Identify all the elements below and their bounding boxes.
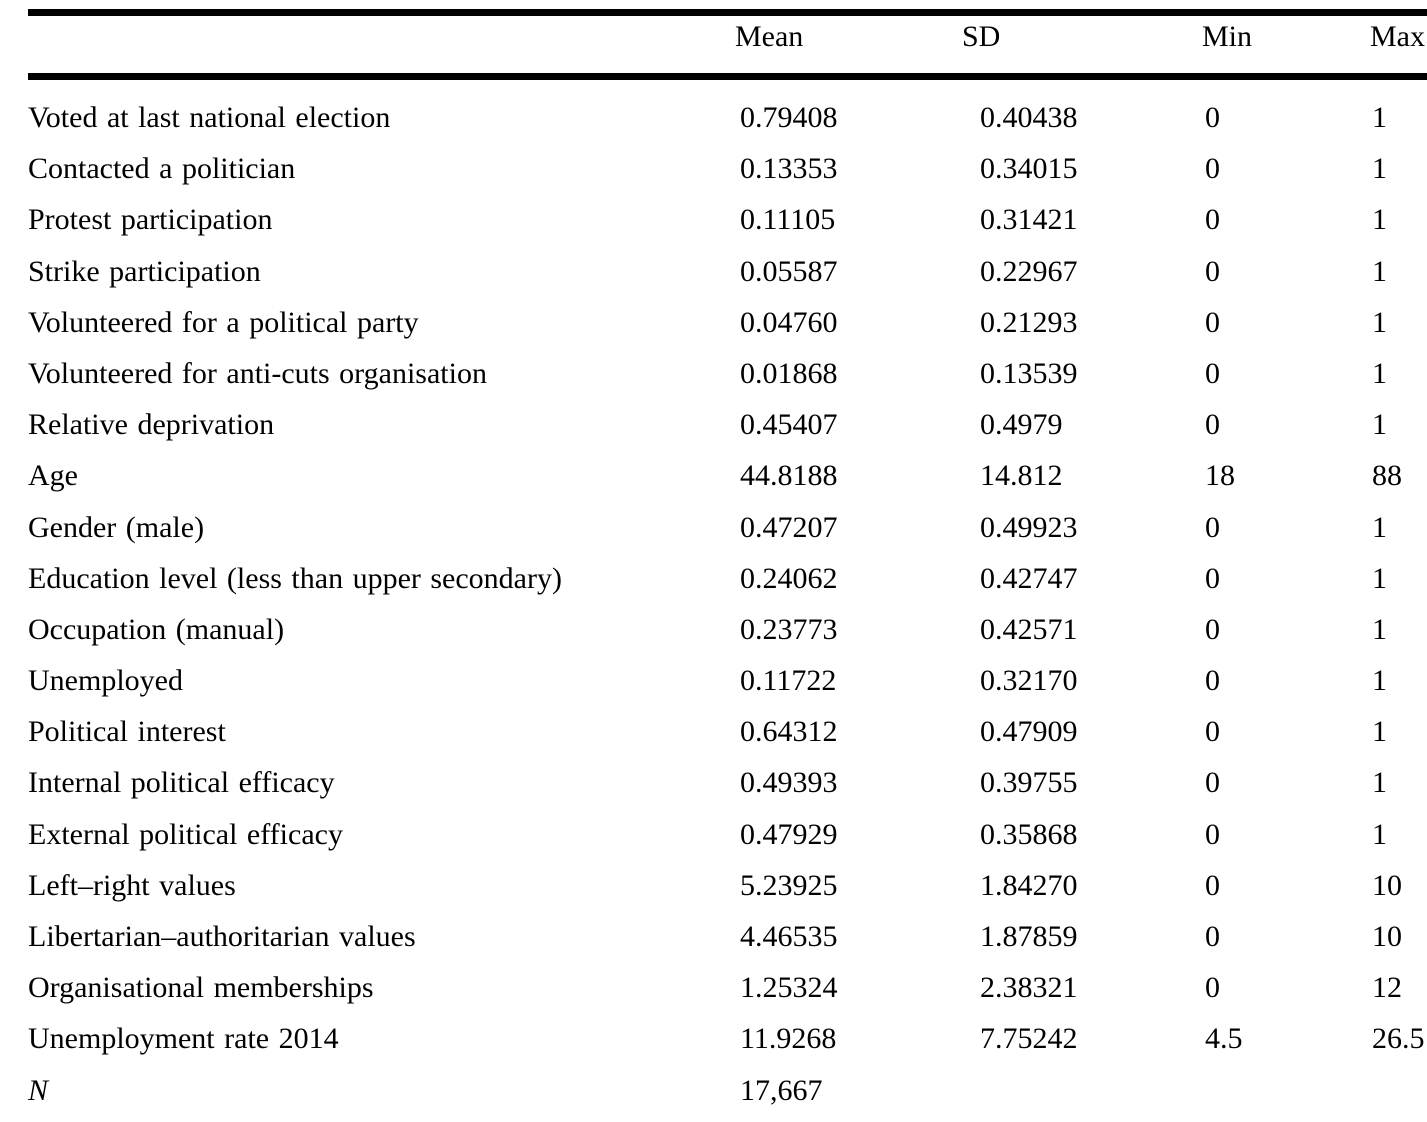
cell-mean: 44.8188 xyxy=(740,459,838,493)
row-label: Relative deprivation xyxy=(28,408,275,442)
column-header-min: Min xyxy=(1202,20,1253,53)
row-label: Internal political efficacy xyxy=(28,766,335,800)
row-label: Political interest xyxy=(28,715,226,749)
table-row xyxy=(0,450,1427,501)
table-row xyxy=(0,297,1427,348)
cell-min: 4.5 xyxy=(1205,1022,1243,1056)
cell-mean: 4.46535 xyxy=(740,920,838,953)
cell-min: 0 xyxy=(1205,817,1220,851)
row-label: Libertarian–authoritarian values xyxy=(28,920,416,953)
table-row xyxy=(0,348,1427,399)
row-label: Protest participation xyxy=(28,203,273,237)
table-body xyxy=(0,92,1427,1116)
table-header-rule xyxy=(28,73,1427,80)
cell-min: 0 xyxy=(1205,664,1220,698)
cell-min: 0 xyxy=(1205,101,1220,134)
cell-min: 0 xyxy=(1205,408,1220,442)
cell-max: 26.5 xyxy=(1372,1022,1425,1056)
cell-max: 1 xyxy=(1372,817,1387,851)
cell-sd: 7.75242 xyxy=(980,1022,1078,1056)
table-row xyxy=(0,92,1427,143)
table-row xyxy=(0,655,1427,706)
table-row xyxy=(0,1013,1427,1064)
row-label: Left–right values xyxy=(28,868,236,902)
row-label: Unemployment rate 2014 xyxy=(28,1022,339,1056)
cell-max: 10 xyxy=(1372,868,1402,902)
cell-min: 0 xyxy=(1205,612,1220,646)
column-header-mean: Mean xyxy=(735,20,804,53)
row-label: Unemployed xyxy=(28,664,183,698)
cell-mean: 0.01868 xyxy=(740,356,838,390)
row-label: Occupation (manual) xyxy=(28,612,285,646)
cell-sd: 0.21293 xyxy=(980,305,1078,339)
cell-max: 1 xyxy=(1372,612,1387,646)
cell-min: 0 xyxy=(1205,356,1220,390)
cell-mean: 0.11722 xyxy=(740,664,837,698)
cell-max: 1 xyxy=(1372,408,1387,442)
cell-min: 0 xyxy=(1205,561,1220,595)
cell-min: 0 xyxy=(1205,920,1220,953)
row-label: External political efficacy xyxy=(28,817,343,851)
column-header-max: Max xyxy=(1370,20,1425,53)
cell-mean: 0.24062 xyxy=(740,561,838,595)
table-row xyxy=(0,143,1427,194)
cell-max: 1 xyxy=(1372,203,1387,237)
cell-sd: 1.87859 xyxy=(980,920,1078,953)
cell-mean: 11.9268 xyxy=(740,1022,837,1056)
table-row xyxy=(0,194,1427,245)
cell-mean: 1.25324 xyxy=(740,971,838,1005)
column-header-sd: SD xyxy=(962,20,1001,53)
table-row xyxy=(0,757,1427,808)
cell-sd: 0.35868 xyxy=(980,817,1078,851)
table-row xyxy=(0,962,1427,1013)
cell-min: 0 xyxy=(1205,715,1220,749)
cell-sd: 0.42747 xyxy=(980,561,1078,595)
cell-mean: 0.79408 xyxy=(740,101,838,134)
cell-max: 88 xyxy=(1372,459,1402,493)
cell-max: 1 xyxy=(1372,152,1387,186)
cell-min: 0 xyxy=(1205,254,1220,288)
cell-mean: 0.05587 xyxy=(740,254,838,288)
cell-min: 0 xyxy=(1205,203,1220,237)
cell-mean: 0.47929 xyxy=(740,817,838,851)
cell-sd: 0.42571 xyxy=(980,612,1078,646)
table-row xyxy=(0,809,1427,860)
table-row xyxy=(0,706,1427,757)
cell-min: 0 xyxy=(1205,152,1220,186)
cell-max: 1 xyxy=(1372,356,1387,390)
cell-max: 1 xyxy=(1372,101,1387,134)
cell-mean: 0.49393 xyxy=(740,766,838,800)
cell-sd: 2.38321 xyxy=(980,971,1078,1005)
cell-sd: 14.812 xyxy=(980,459,1063,493)
row-label: Voted at last national election xyxy=(28,101,391,134)
cell-max: 10 xyxy=(1372,920,1402,953)
cell-sd: 0.49923 xyxy=(980,510,1078,544)
cell-mean: 17,667 xyxy=(740,1073,823,1107)
cell-max: 1 xyxy=(1372,510,1387,544)
table-row-sample-size xyxy=(0,1065,1427,1116)
row-label: N xyxy=(28,1073,49,1107)
cell-sd: 0.40438 xyxy=(980,101,1078,134)
row-label: Age xyxy=(28,459,78,493)
cell-min: 0 xyxy=(1205,510,1220,544)
cell-mean: 0.23773 xyxy=(740,612,838,646)
cell-max: 12 xyxy=(1372,971,1402,1005)
cell-sd: 0.13539 xyxy=(980,356,1078,390)
row-label: Gender (male) xyxy=(28,510,205,544)
cell-max: 1 xyxy=(1372,561,1387,595)
cell-sd: 0.34015 xyxy=(980,152,1078,186)
cell-max: 1 xyxy=(1372,715,1387,749)
cell-max: 1 xyxy=(1372,664,1387,698)
cell-mean: 0.11105 xyxy=(740,203,836,237)
table-row xyxy=(0,860,1427,911)
cell-sd: 0.47909 xyxy=(980,715,1078,749)
cell-max: 1 xyxy=(1372,766,1387,800)
table-row xyxy=(0,502,1427,553)
cell-sd: 0.31421 xyxy=(980,203,1078,237)
row-label: Volunteered for anti-cuts organisation xyxy=(28,356,487,390)
cell-max: 1 xyxy=(1372,305,1387,339)
cell-sd: 0.32170 xyxy=(980,664,1078,698)
row-label: Contacted a politician xyxy=(28,152,296,186)
table-row xyxy=(0,246,1427,297)
table-row xyxy=(0,399,1427,450)
table-row xyxy=(0,553,1427,604)
table-row xyxy=(0,911,1427,962)
cell-min: 18 xyxy=(1205,459,1235,493)
cell-mean: 0.45407 xyxy=(740,408,838,442)
table-row xyxy=(0,604,1427,655)
cell-max: 1 xyxy=(1372,254,1387,288)
row-label: Strike participation xyxy=(28,254,261,288)
cell-min: 0 xyxy=(1205,868,1220,902)
row-label: Organisational memberships xyxy=(28,971,374,1005)
cell-mean: 0.47207 xyxy=(740,510,838,544)
cell-mean: 5.23925 xyxy=(740,868,838,902)
cell-min: 0 xyxy=(1205,971,1220,1005)
table-header-row xyxy=(0,12,1427,62)
row-label: Volunteered for a political party xyxy=(28,305,419,339)
cell-mean: 0.13353 xyxy=(740,152,838,186)
cell-mean: 0.64312 xyxy=(740,715,838,749)
cell-sd: 1.84270 xyxy=(980,868,1078,902)
cell-sd: 0.39755 xyxy=(980,766,1078,800)
row-label: Education level (less than upper secondary) xyxy=(28,561,562,595)
cell-sd: 0.4979 xyxy=(980,408,1063,442)
cell-mean: 0.04760 xyxy=(740,305,838,339)
cell-sd: 0.22967 xyxy=(980,254,1078,288)
cell-min: 0 xyxy=(1205,305,1220,339)
cell-min: 0 xyxy=(1205,766,1220,800)
